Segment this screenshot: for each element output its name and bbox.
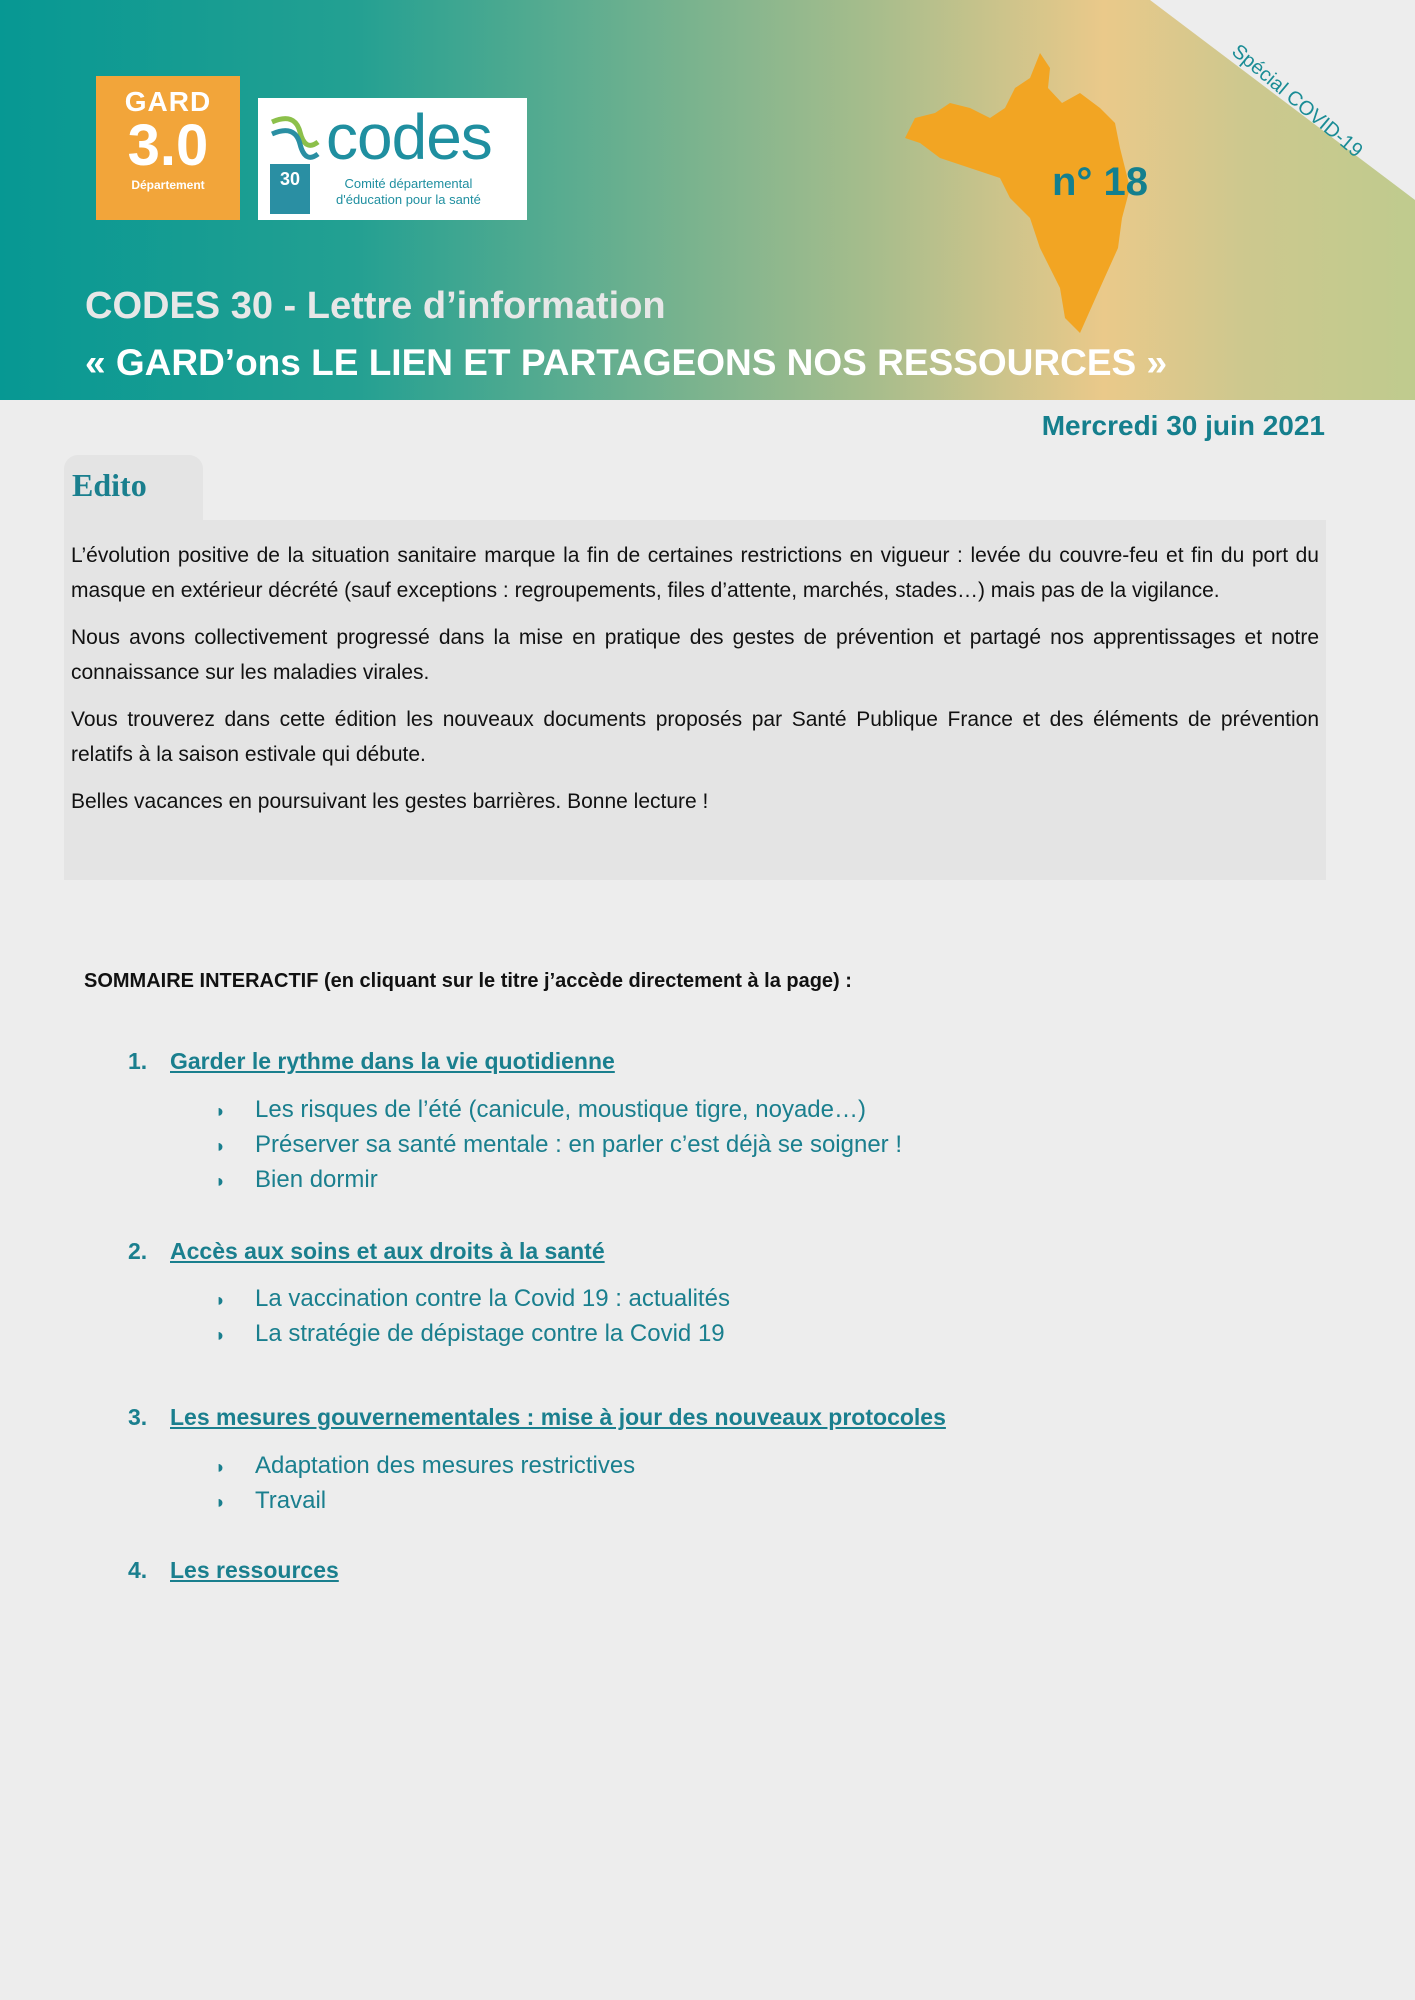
gard-logo-line2: 3.0 <box>127 113 209 178</box>
edito-paragraph: L’évolution positive de la situation sanitaire marque la fin de certaines restrictions en vigueur : levée du couvre-feu et fin du port du masque en extérieur décrété (sauf exceptions : regroupements, files d’attente, marchés, stades…) mais pas de la vigilance. <box>71 544 1319 602</box>
section-number: 3. <box>128 1404 148 1430</box>
gard-logo-line3: Département <box>131 178 205 192</box>
bullet-icon: ◗ <box>215 1492 226 1512</box>
toc-section-3[interactable] <box>128 1404 946 1431</box>
toc-item[interactable] <box>215 1487 326 1515</box>
toc-item-label[interactable]: Travail <box>255 1487 327 1514</box>
codes-logo-subtitle <box>336 176 481 208</box>
section-number: 4. <box>128 1557 148 1583</box>
toc-section-4[interactable] <box>128 1557 339 1584</box>
edito-paragraph: Nous avons collectivement progressé dans la mise en pratique des gestes de prévention et partagé nos apprentissages et notre connaissance sur les maladies virales. <box>71 626 1319 684</box>
bullet-icon: ◗ <box>215 1136 226 1156</box>
section-number: 2. <box>128 1238 148 1264</box>
toc-item-label[interactable]: La vaccination contre la Covid 19 : actualités <box>255 1285 730 1312</box>
section-link[interactable]: Les ressources <box>170 1557 339 1583</box>
codes-logo <box>258 98 527 220</box>
section-number: 1. <box>128 1048 148 1074</box>
newsletter-subtitle: « GARD’ons LE LIEN ET PARTAGEONS NOS RESSOURCES » <box>85 342 1168 383</box>
publication-date: Mercredi 30 juin 2021 <box>1041 410 1325 441</box>
edito-title: Edito <box>72 467 147 503</box>
section-link[interactable]: Garder le rythme dans la vie quotidienne <box>170 1048 615 1074</box>
toc-item[interactable] <box>215 1166 378 1194</box>
waves-icon <box>270 112 320 162</box>
sommaire-heading: SOMMAIRE INTERACTIF (en cliquant sur le titre j’accède directement à la page) : <box>84 970 852 992</box>
edito-paragraph: Belles vacances en poursuivant les gestes barrières. Bonne lecture ! <box>71 790 709 813</box>
codes-subtitle-1: Comité départemental <box>344 176 473 191</box>
gard-map-icon <box>890 48 1200 338</box>
newsletter-title: CODES 30 - Lettre d’information <box>85 285 666 327</box>
bullet-icon: ◗ <box>215 1457 226 1477</box>
gard-logo <box>96 76 240 220</box>
toc-section-2[interactable] <box>128 1238 605 1265</box>
toc-item[interactable] <box>215 1452 635 1480</box>
issue-number: n° 18 <box>1052 160 1149 204</box>
special-covid-label: Spécial COVID-19 <box>1227 40 1367 163</box>
toc-section-1[interactable] <box>128 1048 615 1075</box>
toc-item-label[interactable]: Bien dormir <box>255 1166 378 1193</box>
toc-item[interactable] <box>215 1285 730 1313</box>
gard-logo-line1: GARD <box>124 86 212 117</box>
toc-item-label[interactable]: Préserver sa santé mentale : en parler c’est déjà se soigner ! <box>255 1131 902 1158</box>
section-link[interactable]: Accès aux soins et aux droits à la santé <box>170 1238 605 1264</box>
bullet-icon: ◗ <box>215 1101 226 1121</box>
toc-item[interactable] <box>215 1320 725 1348</box>
edito-tab <box>64 455 203 525</box>
codes-logo-word: codes <box>326 101 492 173</box>
codes-subtitle-2: d'éducation pour la santé <box>336 192 481 207</box>
bullet-icon: ◗ <box>215 1171 226 1191</box>
toc-item-label[interactable]: La stratégie de dépistage contre la Covid 19 <box>255 1320 725 1347</box>
section-link[interactable]: Les mesures gouvernementales : mise à jour des nouveaux protocoles <box>170 1404 946 1430</box>
toc-item-label[interactable]: Les risques de l’été (canicule, moustique tigre, noyade…) <box>255 1096 866 1123</box>
header-banner <box>0 0 1415 400</box>
toc-item-label[interactable]: Adaptation des mesures restrictives <box>255 1452 636 1479</box>
codes-logo-number: 30 <box>270 164 310 214</box>
toc-item[interactable] <box>215 1131 902 1159</box>
bullet-icon: ◗ <box>215 1325 226 1345</box>
bullet-icon: ◗ <box>215 1290 226 1310</box>
edito-box <box>64 520 1326 880</box>
edito-paragraph: Vous trouverez dans cette édition les nouveaux documents proposés par Santé Publique France et des éléments de prévention relatifs à la saison estivale qui débute. <box>71 708 1319 766</box>
toc-item[interactable] <box>215 1096 866 1124</box>
